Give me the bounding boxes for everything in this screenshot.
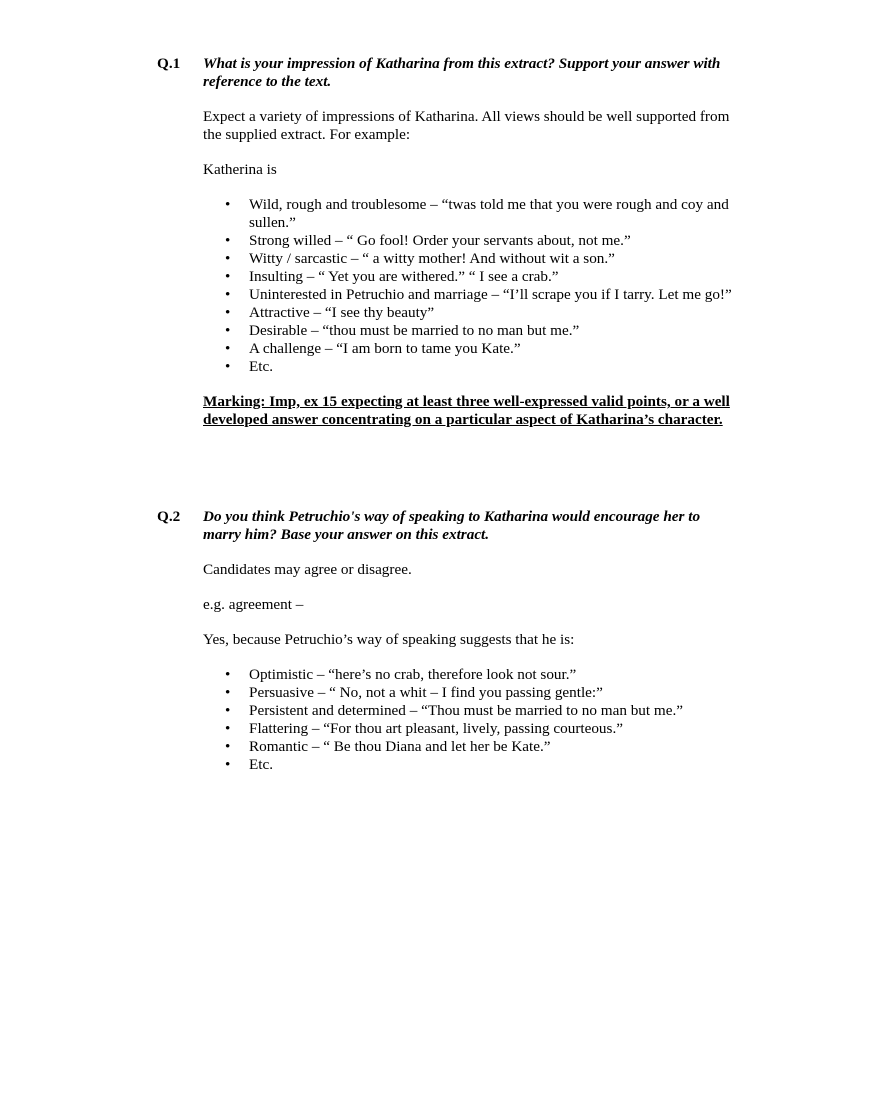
bullet-icon: • bbox=[225, 232, 231, 249]
question-text: What is your impression of Katharina from this extract? Support your answer with reference to the text. bbox=[203, 55, 721, 90]
bullet-icon: • bbox=[225, 268, 231, 285]
bullet-icon: • bbox=[225, 702, 231, 719]
list-item: • Persuasive – “ No, not a whit – I find you passing gentle:” bbox=[225, 684, 603, 701]
list-item: • A challenge – “I am born to tame you Kate.” bbox=[225, 340, 521, 357]
bullet-icon: • bbox=[225, 720, 231, 737]
list-item: • Persistent and determined – “Thou must be married to no man but me.” bbox=[225, 702, 684, 719]
list-item: • Attractive – “I see thy beauty” bbox=[225, 304, 435, 321]
list-item: • Flattering – “For thou art pleasant, lively, passing courteous.” bbox=[225, 720, 623, 737]
bullet-icon: • bbox=[225, 666, 231, 683]
bullet-icon: • bbox=[225, 684, 231, 701]
impression-list bbox=[203, 196, 733, 376]
marking-note: Marking: Imp, ex 15 expecting at least three well-expressed valid points, or a well developed answer concentrating on a particular aspect of Katharina’s character. bbox=[203, 393, 730, 428]
answer-intro: Candidates may agree or disagree. bbox=[203, 561, 412, 578]
question-body bbox=[203, 55, 733, 429]
bullet-icon: • bbox=[225, 358, 231, 375]
answer-intro: Expect a variety of impressions of Katharina. All views should be well supported from the supplied extract. For example: bbox=[203, 108, 730, 143]
list-item: • Romantic – “ Be thou Diana and let her be Kate.” bbox=[225, 738, 551, 755]
bullet-icon: • bbox=[225, 738, 231, 755]
bullet-icon: • bbox=[225, 304, 231, 321]
question-text: Do you think Petruchio's way of speaking to Katharina would encourage her to marry him? Base your answer on this extract. bbox=[203, 508, 701, 543]
bullet-icon: • bbox=[225, 322, 231, 339]
list-item: • Witty / sarcastic – “ a witty mother! And without wit a son.” bbox=[225, 250, 615, 267]
list-item: • Etc. bbox=[225, 756, 274, 773]
speaking-style-list bbox=[203, 666, 733, 774]
list-item: • Optimistic – “here’s no crab, therefore look not sour.” bbox=[225, 666, 577, 683]
bullet-icon: • bbox=[225, 756, 231, 773]
answer-lead: Katherina is bbox=[203, 161, 277, 178]
answer-lead: Yes, because Petruchio’s way of speaking suggests that he is: bbox=[203, 631, 575, 648]
list-item: • Insulting – “ Yet you are withered.” “ I see a crab.” bbox=[225, 268, 559, 285]
bullet-icon: • bbox=[225, 196, 231, 213]
question-number: Q.2 bbox=[157, 508, 181, 525]
question-number: Q.1 bbox=[157, 55, 181, 72]
bullet-icon: • bbox=[225, 340, 231, 357]
answer-example: e.g. agreement – bbox=[203, 596, 304, 613]
list-item: • Strong willed – “ Go fool! Order your servants about, not me.” bbox=[225, 232, 631, 249]
question-body bbox=[203, 508, 733, 774]
bullet-icon: • bbox=[225, 250, 231, 267]
bullet-icon: • bbox=[225, 286, 231, 303]
list-item: • Wild, rough and troublesome – “twas told me that you were rough and coy and sullen.” bbox=[225, 196, 729, 231]
list-item: • Etc. bbox=[225, 358, 274, 375]
list-item: • Desirable – “thou must be married to no man but me.” bbox=[225, 322, 580, 339]
list-item: • Uninterested in Petruchio and marriage – “I’ll scrape you if I tarry. Let me go!” bbox=[225, 286, 732, 303]
